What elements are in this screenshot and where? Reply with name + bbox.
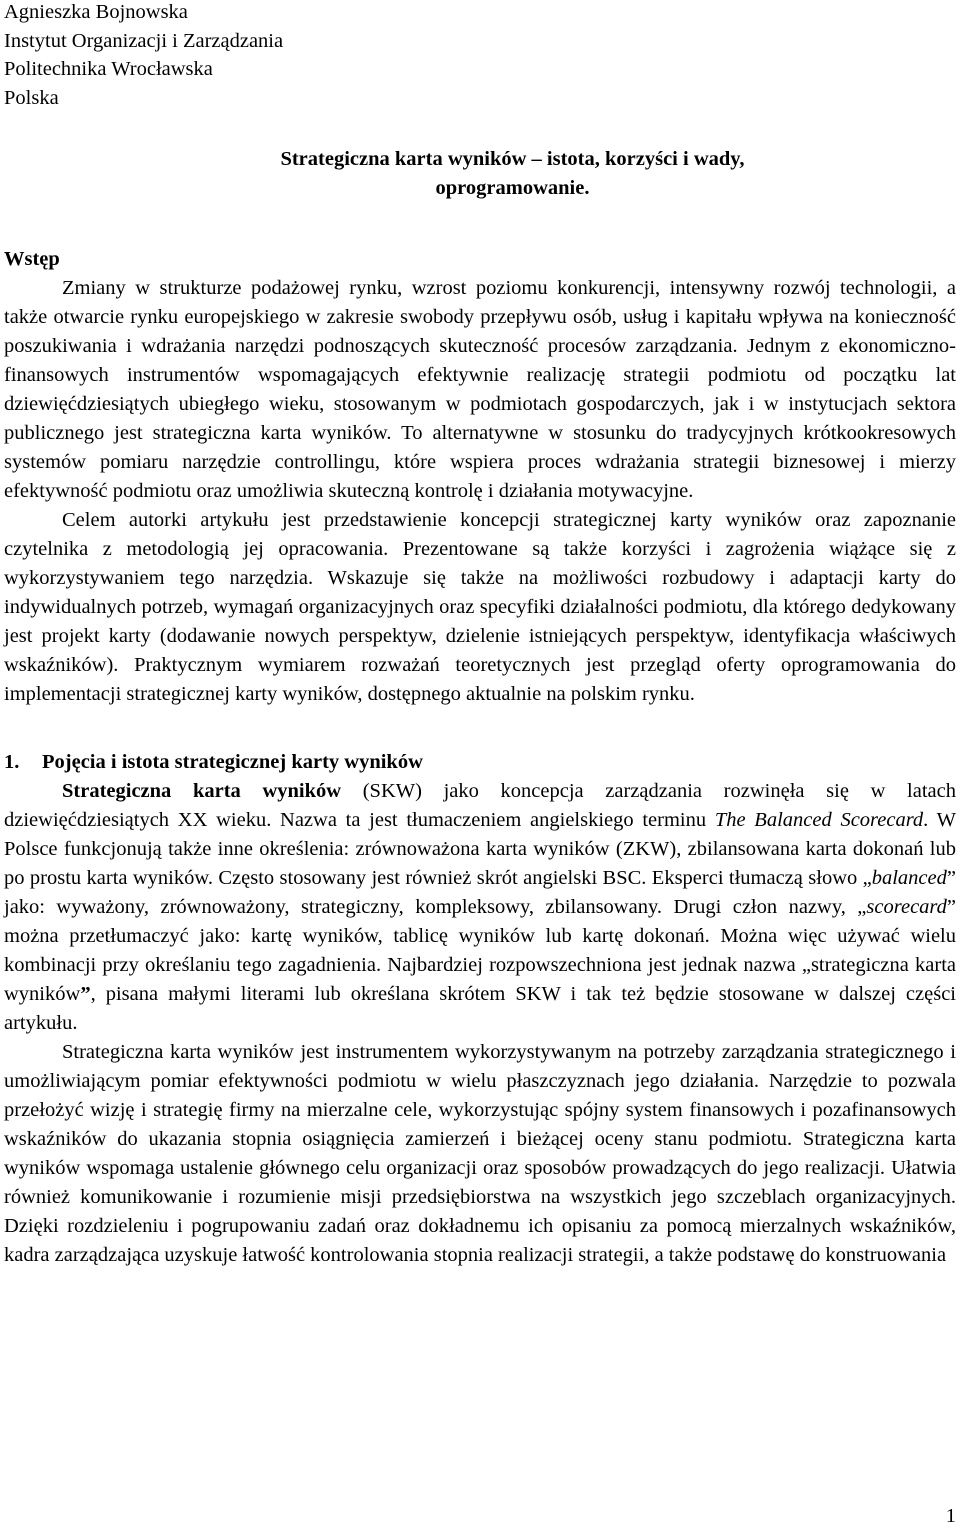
balanced-word: balanced <box>871 867 947 889</box>
intro-paragraph-1: Zmiany w strukturze podażowej rynku, wzrost poziomu konkurencji, intensywny rozwój technologii, a także otwarcie rynku europejskiego w zakresie swobody przepływu osób, usług i kapitału wpływa na konieczność poszukiwania i wdrażania narzędzi podnoszących skuteczność procesów zarządzania. Jednym z ekonomiczno-finansowych instrumentów wspomagających efektywnie realizację strategii podmiotu od początku lat dziewięćdziesiątych ubiegłego wieku, stosowanym w podmiotach gospodarczych, jak i w instytucjach sektora publicznego jest strategiczna karta wyników. To alternatywne w stosunku do tradycyjnych krótkookresowych systemów pomiaru narzędzie controllingu, które wspiera proces wdrażania strategii biznesowej i mierzy efektywność podmiotu oraz umożliwia skuteczną kontrolę i działania motywacyjne. <box>4 277 956 502</box>
closing-quote: ” <box>80 983 91 1005</box>
author-header <box>4 0 956 112</box>
section-1-heading <box>4 748 956 777</box>
intro-paragraph-2: Celem autorki artykułu jest przedstawienie koncepcji strategicznej karty wyników oraz zapoznanie czytelnika z metodologią jej opracowania. Prezentowane są także korzyści i zagrożenia wiążące się z wykorzystywaniem tego narzędzia. Wskazuje się także na możliwości rozbudowy i adaptacji karty do indywidualnych potrzeb, wymagań organizacyjnych oraz specyfiki działalności podmiotu, dla którego dedykowany jest projekt karty (dodawanie nowych perspektyw, dzielenie istniejących perspektyw, identyfikacja właściwych wskaźników). Praktycznym wymiarem rozważań teoretycznych jest przegląd oferty oprogramowania do implementacji strategicznej karty wyników, dostępnego aktualnie na polskim rynku. <box>4 509 956 705</box>
section-1-paragraph-1-part-d: ” można przetłumaczyć jako: kartę wyników, tablicę wyników lub kartę dokonań. Można więc używać wielu kombinacji przy określaniu tego zagadnienia. Najbardziej rozpowszechniona jest jednak nazwa „strategiczna karta wyników <box>4 896 956 1005</box>
document-page <box>4 0 956 1270</box>
author-university: Politechnika Wrocławska <box>4 58 213 80</box>
section-1-paragraph-2: Strategiczna karta wyników jest instrumentem wykorzystywanym na potrzeby zarządzania strategicznego i umożliwiającym pomiar efektywności podmiotu w wielu płaszczyznach jego działania. Narzędzie to pozwala przełożyć wizję i strategię firmy na mierzalne cele, wykorzystując spójny system finansowych i pozafinansowych wskaźników do ukazania stopnia osiągnięcia zamierzeń i bieżącej oceny stanu podmiotu. Strategiczna karta wyników wspomaga ustalenie głównego celu organizacji oraz sposobów prowadzących do jego realizacji. Ułatwia również komunikowanie i rozumienie misji przedsiębiorstwa na wszystkich jego szczeblach organizacyjnych. Dzięki rozdzieleniu i pogrupowaniu zadań oraz dokładnemu ich opisaniu za pomocą mierzalnych wskaźników, kadra zarządzająca uzyskuje łatwość kontrolowania stopnia realizacji strategii, a także podstawę do konstruowania <box>4 1041 956 1266</box>
skw-term: Strategiczna karta wyników <box>62 780 342 802</box>
author-country: Polska <box>4 86 59 109</box>
section-1-number: 1. <box>4 751 20 773</box>
section-1-title: Pojęcia i istota strategicznej karty wyników <box>42 751 423 773</box>
paper-title <box>4 145 956 203</box>
section-1-paragraph-1-part-c: ” jako: wyważony, zrównoważony, strategiczny, kompleksowy, zbilansowany. Drugi człon nazwy, „ <box>4 867 956 918</box>
scorecard-word: scorecard <box>866 896 947 918</box>
page-number: 1 <box>945 1505 956 1527</box>
intro-heading: Wstęp <box>4 248 60 270</box>
section-1-paragraph-1-part-b: . W Polsce funkcjonują także inne określenia: zrównoważona karta wyników (ZKW), zbilansowana karta dokonań lub po prostu karta wyników. Często stosowany jest również skrót angielski BSC. Eksperci tłumaczą słowo „ <box>4 809 956 889</box>
english-term: The Balanced Scorecard <box>714 809 924 831</box>
author-name: Agnieszka Bojnowska <box>4 1 188 23</box>
author-institute: Instytut Organizacji i Zarządzania <box>4 29 284 52</box>
section-1-paragraph-1-part-e: , pisana małymi literami lub określana skrótem SKW i tak też będzie stosowane w dalszej części artykułu. <box>4 983 956 1034</box>
section-1-paragraph-1 <box>4 777 956 1038</box>
section-1-paragraph-1-part-a: (SKW) jako koncepcja zarządzania rozwinęła się w latach dziewięćdziesiątych XX wieku. Nazwa ta jest tłumaczeniem angielskiego terminu <box>4 780 956 831</box>
paper-title-line-1: Strategiczna karta wyników – istota, korzyści i wady, <box>280 148 745 170</box>
paper-title-line-2: oprogramowanie. <box>435 177 590 199</box>
